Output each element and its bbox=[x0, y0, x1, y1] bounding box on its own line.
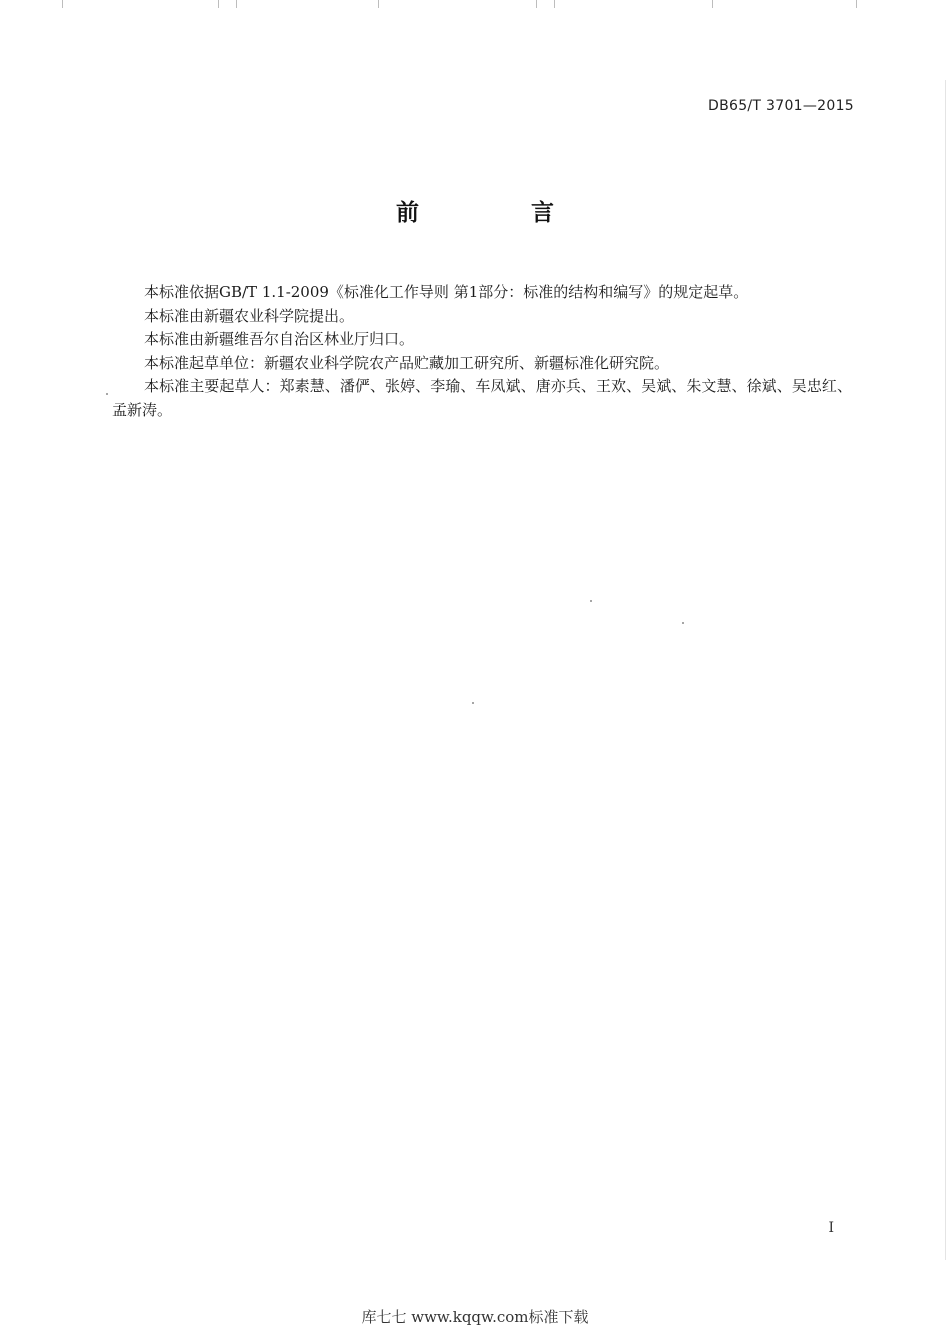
foreword-paragraph: 本标准起草单位：新疆农业科学院农产品贮藏加工研究所、新疆标准化研究院。 bbox=[144, 353, 670, 372]
standard-code: DB65/T 3701—2015 bbox=[708, 98, 854, 114]
foreword-paragraph: 本标准由新疆维吾尔自治区林业厅归口。 bbox=[144, 330, 415, 348]
foreword-paragraph: 本标准依据GB/T 1.1-2009《标准化工作导则 第1部分：标准的结构和编写》的规定起草。 bbox=[144, 283, 749, 301]
scan-mark bbox=[856, 0, 857, 8]
page-title: 前 言 bbox=[395, 200, 606, 226]
scan-edge bbox=[945, 80, 946, 1260]
scan-mark bbox=[712, 0, 713, 8]
scan-mark bbox=[378, 0, 379, 8]
foreword-body bbox=[112, 281, 852, 422]
foreword-paragraph: 本标准主要起草人：郑素慧、潘俨、张婷、李瑜、车凤斌、唐亦兵、王欢、吴斌、朱文慧、徐斌、吴忠红、孟新涛。 bbox=[112, 377, 852, 419]
page-number: I bbox=[828, 1220, 834, 1236]
scan-speck bbox=[106, 393, 108, 395]
scan-speck bbox=[590, 600, 592, 602]
scan-mark bbox=[62, 0, 63, 8]
footer-watermark: 库七七 www.kqqw.com标准下载 bbox=[361, 1308, 589, 1326]
scan-mark bbox=[536, 0, 537, 8]
scan-speck bbox=[682, 622, 684, 624]
scan-mark bbox=[236, 0, 237, 8]
scan-mark bbox=[218, 0, 219, 8]
scan-mark bbox=[554, 0, 555, 8]
scan-speck bbox=[472, 702, 474, 704]
foreword-paragraph: 本标准由新疆农业科学院提出。 bbox=[144, 306, 355, 325]
